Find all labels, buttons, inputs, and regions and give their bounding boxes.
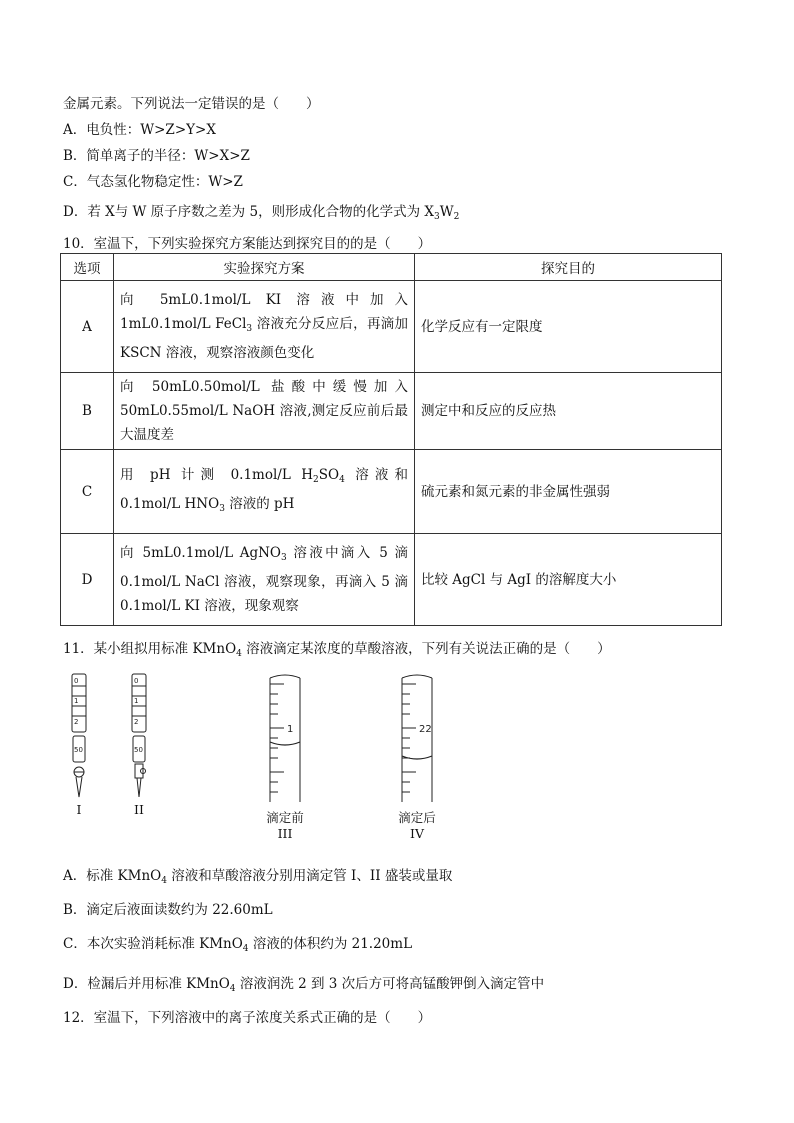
tube-i-mark-0: 0 [74,677,79,685]
q11-option-b: B．滴定后液面读数约为 22.60mL [63,902,273,918]
goal-text: 测定中和反应的反应热 [421,403,556,419]
tube-i-mark-2: 2 [74,718,79,726]
q10-table [60,253,722,626]
header-option: 选项 [61,254,114,281]
row-option: D [61,534,114,626]
plan-subscript: 3 [281,553,287,563]
plan-subscript: 3 [219,503,225,514]
tube-i-mark-50: 50 [74,746,83,754]
row-goal [415,373,722,450]
plan-text: 溶液中滴入 5 滴 0.1mol/L NaCl 溶液，观察现象，再滴入 5 滴 0.1mol/L KI 溶液，现象观察 [120,545,408,614]
goal-text: 硫元素和氮元素的非金属性强弱 [421,483,610,500]
plan-text: 溶液和 0.1mol/L HNO [120,466,408,512]
header-plan: 实验探究方案 [114,254,415,281]
table-row [61,373,722,450]
burette-ii-icon [132,674,146,797]
q9-option-c: C．气态氢化物稳定性：W>Z [63,174,243,190]
row-goal [415,281,722,373]
row-goal [415,450,722,534]
plan-text: SO [318,466,340,483]
plan-subscript: 4 [339,474,345,485]
goal-text: 化学反应有一定限度 [421,318,543,335]
q9-option-a: A．电负性：W>Z>Y>X [63,122,216,138]
burette-before-icon [270,675,300,802]
table-row [61,450,722,534]
table-row [61,281,722,373]
q12-stem: 12．室温下，下列溶液中的离子浓度关系式正确的是（ ） [63,1010,432,1026]
before-label: 滴定前 [266,810,304,825]
q9-option-b: B．简单离子的半径：W>X>Z [63,148,250,164]
burette-i-icon [72,674,86,797]
tube-i-mark-1: 1 [74,697,79,705]
q11-option-d: D．检漏后并用标准 KMnO$_4$ 溶液润洗 2 到 3 次后方可将高锰酸钾倒入滴定管中 [63,976,545,994]
row-option: B [61,373,114,450]
tube-ii-mark-0: 0 [134,677,139,685]
tube-ii-mark-2: 2 [134,718,139,726]
table-header-row [61,254,722,281]
q11-option-a: A．标准 KMnO$_4$ 溶液和草酸溶液分别用滴定管 I、II 盛装或量取 [63,868,453,886]
plan-text: 溶液充分反应后，再滴加 KSCN 溶液，观察溶液颜色变化 [120,316,408,361]
table-row [61,534,722,626]
after-numeral: IV [410,826,424,841]
plan-subscript: 3 [246,324,253,334]
tube-ii-label: II [134,802,144,817]
burette-after-icon [402,675,432,802]
plan-text: 溶液的 pH [224,495,295,512]
tube-ii-mark-1: 1 [134,697,139,705]
plan-text: 向 5mL0.1mol/L AgNO [120,545,281,561]
row-plan [114,281,415,373]
tube-ii-mark-50: 50 [134,746,143,754]
burette-after-mark: 22 [419,724,432,735]
plan-text: 向 50mL0.50mol/L 盐酸中缓慢加入 50mL0.55mol/L NaOH 溶液,测定反应前后最大温度差 [120,379,408,443]
plan-text: 用 pH 计测 0.1mol/L H [120,466,314,483]
row-goal [415,534,722,626]
row-plan [114,373,415,450]
q11-stem: 11．某小组拟用标准 KMnO$_4$ 溶液滴定某浓度的草酸溶液，下列有关说法正确的是（ ） [63,641,611,659]
burette-before-mark: 1 [287,724,294,735]
goal-text: 比较 AgCl 与 AgI 的溶解度大小 [421,571,617,588]
header-goal: 探究目的 [415,254,722,281]
row-plan [114,534,415,626]
row-option: C [61,450,114,534]
before-numeral: III [277,826,293,841]
q9-option-d: D．若 X与 W 原子序数之差为 5，则形成化合物的化学式为 $X_3W_2$ [63,204,460,222]
row-option: A [61,281,114,373]
q11-figure [60,672,520,852]
row-plan [114,450,415,534]
plan-text: 向 5mL0.1mol/L KI 溶液中加入 1mL0.1mol/L FeCl [120,292,408,332]
after-label: 滴定后 [398,810,436,825]
q11-option-c: C．本次实验消耗标准 KMnO$_4$ 溶液的体积约为 21.20mL [63,936,413,954]
plan-subscript: 2 [313,474,319,485]
q9-stem-tail: 金属元素。下列说法一定错误的是（ ） [63,96,320,112]
tube-i-label: I [76,802,82,817]
q10-stem: 10．室温下，下列实验探究方案能达到探究目的的是（ ） [63,236,432,252]
